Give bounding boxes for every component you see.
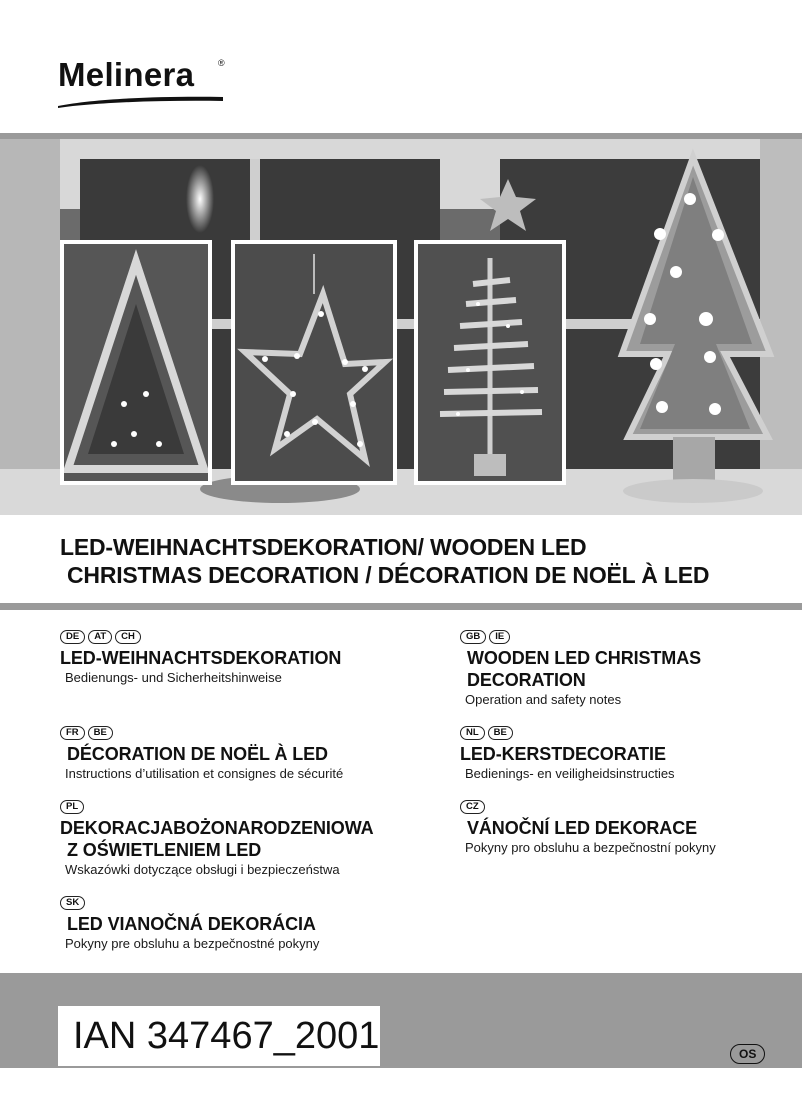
country-code-badge: BE <box>88 726 113 740</box>
language-subtitle: Wskazówki dotyczące obsługi i bezpieczeństwa <box>65 862 340 877</box>
country-codes <box>460 726 802 741</box>
stick-tree-image <box>418 244 562 481</box>
country-codes <box>460 800 802 815</box>
title-line-1: LED-WEIHNACHTSDEKORATION/ WOODEN LED <box>60 534 587 560</box>
country-code-badge: FR <box>60 726 85 740</box>
title-divider <box>0 603 802 610</box>
triangle-decoration-image <box>64 244 208 481</box>
language-heading: LED-KERSTDECORATIE <box>460 744 666 764</box>
inset-photo-star <box>231 240 397 485</box>
country-code-badge: AT <box>88 630 112 644</box>
language-heading: WOODEN LED CHRISTMAS <box>467 648 701 668</box>
country-codes <box>60 726 430 741</box>
language-heading: VÁNOČNÍ LED DEKORACE <box>467 818 698 838</box>
language-block-de <box>60 630 430 686</box>
language-heading: DECORATION <box>467 670 586 690</box>
language-subtitle: Pokyny pre obsluhu a bezpečnostné pokyny <box>65 936 320 951</box>
country-code-badge: DE <box>60 630 85 644</box>
star-decoration-image <box>235 244 393 481</box>
country-code-badge: CH <box>115 630 141 644</box>
language-heading: DÉCORATION DE NOËL À LED <box>67 744 328 764</box>
language-heading: LED VIANOČNÁ DEKORÁCIA <box>67 914 316 934</box>
language-subtitle: Instructions d’utilisation et consignes de sécurité <box>65 766 344 781</box>
country-code-badge: GB <box>460 630 486 644</box>
country-codes <box>60 896 430 911</box>
language-heading: LED-WEIHNACHTSDEKORATION <box>60 648 342 668</box>
country-codes <box>60 800 430 815</box>
inset-photo-triangle <box>60 240 212 485</box>
country-code-badge: SK <box>60 896 85 910</box>
brand-logo <box>58 56 233 116</box>
country-codes <box>60 630 430 645</box>
inset-photo-stick-tree <box>414 240 566 485</box>
language-heading: DEKORACJABOŻONARODZENIOWA <box>60 818 374 838</box>
document-title <box>60 533 790 589</box>
language-block-gb <box>460 630 802 708</box>
title-line-2: CHRISTMAS DECORATION / DÉCORATION DE NOËL À LED <box>67 562 710 588</box>
language-heading: Z OŚWIETLENIEM LED <box>67 840 262 860</box>
brand-name: Melinera <box>58 56 195 93</box>
os-badge: OS <box>730 1044 765 1064</box>
language-subtitle: Bedienungs- und Sicherheitshinweise <box>65 670 282 685</box>
language-block-cz <box>460 800 802 856</box>
language-subtitle: Bedienings- en veiligheidsinstructies <box>465 766 675 781</box>
language-subtitle: Pokyny pro obsluhu a bezpečnostní pokyny <box>465 840 716 855</box>
logo-swoosh-icon <box>58 94 223 108</box>
country-codes <box>460 630 802 645</box>
language-block-pl <box>60 800 430 878</box>
country-code-badge: PL <box>60 800 84 814</box>
product-photo <box>0 133 802 515</box>
country-code-badge: CZ <box>460 800 485 814</box>
ian-number: IAN 347467_2001 <box>58 1006 380 1066</box>
language-block-nl <box>460 726 802 782</box>
registered-mark: ® <box>218 58 225 68</box>
country-code-badge: IE <box>489 630 510 644</box>
language-block-sk <box>60 896 430 952</box>
language-block-fr <box>60 726 430 782</box>
language-subtitle: Operation and safety notes <box>465 692 622 707</box>
country-code-badge: BE <box>488 726 513 740</box>
country-code-badge: NL <box>460 726 485 740</box>
